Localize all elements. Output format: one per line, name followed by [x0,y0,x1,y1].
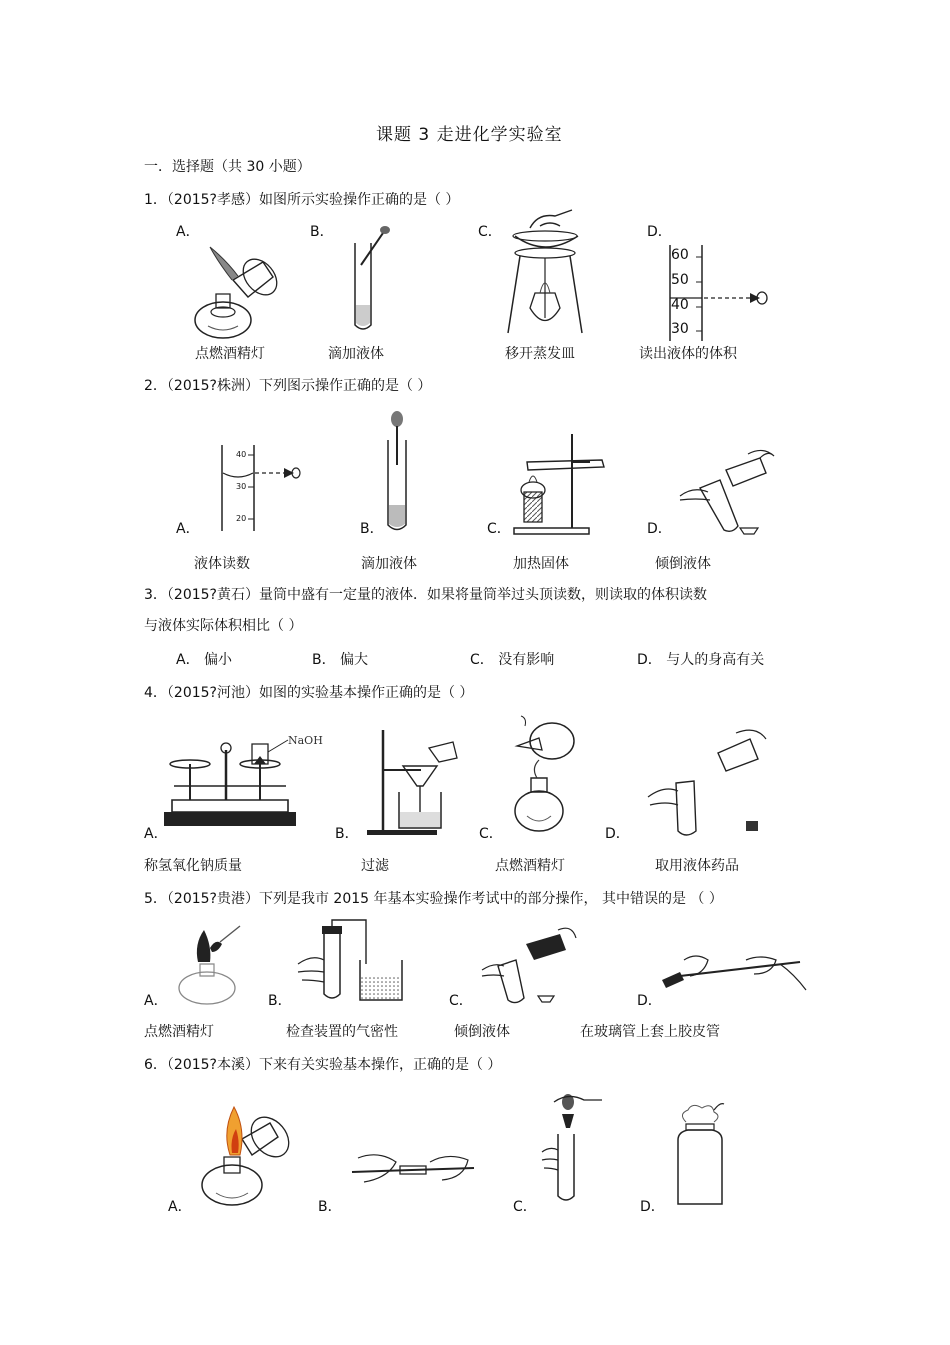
q1-tick-50: 50 [671,272,689,288]
q2-option-d[interactable]: D． [647,521,672,537]
q2-caption-d: 倾倒液体 [655,556,711,572]
q5-stem: 5．（2015?贵港）下列是我市 2015 年基本实验操作考试中的部分操作， 其中错误的是 （ ） [144,891,723,907]
q6-figure-c-dropper [540,1092,610,1207]
q1-tick-30: 30 [671,321,689,337]
q4-figure-c-lamp-ignition [507,716,592,836]
q5-figure-a-lamp-match [172,922,247,1007]
q3-option-c[interactable]: C． 没有影响 [470,652,555,668]
q5-caption-c: 倾倒液体 [454,1024,510,1040]
q1-option-b[interactable]: B． [310,224,334,240]
q5-figure-b-airtightness [296,924,411,1004]
q5-option-c[interactable]: C． [449,993,473,1009]
q4-option-d[interactable]: D． [605,826,630,842]
q2-caption-a: 液体读数 [194,556,250,572]
page-title: 课题 3 走进化学实验室 [376,125,563,145]
q5-caption-b: 检查装置的气密性 [286,1024,398,1040]
q5-option-b[interactable]: B． [268,993,292,1009]
q4-naoh-label: NaOH [288,734,323,747]
q2-tick-40: 40 [236,450,247,459]
q1-option-a[interactable]: A． [176,224,200,240]
q4-option-a[interactable]: A． [144,826,168,842]
q3-option-d[interactable]: D． 与人的身高有关 [637,652,765,668]
q4-figure-d-liquid-reagent [646,725,771,840]
q2-figure-a-cylinder [218,443,303,533]
q6-figure-a-lamp-ignition [194,1105,294,1210]
q1-figure-b-dropper [345,225,395,335]
q2-caption-c: 加热固体 [513,556,569,572]
q2-option-c[interactable]: C． [487,521,511,537]
q1-figure-c-evaporating-dish [500,208,590,338]
q1-option-c[interactable]: C． [478,224,502,240]
q2-figure-d-pouring [678,448,778,538]
q6-option-c[interactable]: C． [513,1199,537,1215]
q1-caption-b: 滴加液体 [328,346,384,362]
q4-caption-d: 取用液体药品 [655,858,739,874]
q2-tick-20: 20 [236,514,247,523]
q2-tick-30: 30 [236,482,247,491]
q1-stem: 1．（2015?孝感）如图所示实验操作正确的是（ ） [144,192,460,208]
q6-figure-d-gas-jar [668,1100,733,1210]
q3-option-b[interactable]: B． 偏大 [312,652,369,668]
q3-option-a[interactable]: A． 偏小 [176,652,233,668]
q6-option-d[interactable]: D． [640,1199,665,1215]
q4-stem: 4．（2015?河池）如图的实验基本操作正确的是（ ） [144,685,474,701]
q4-option-b[interactable]: B． [335,826,359,842]
q5-option-d[interactable]: D． [637,993,662,1009]
q5-figure-c-pouring [480,926,580,1006]
q2-figure-b-dropper [382,410,412,535]
q1-option-d[interactable]: D． [647,224,672,240]
q4-figure-a-balance [160,730,300,830]
q2-figure-c-heating-solid [512,432,612,537]
section-heading: 一．选择题（共 30 小题） [144,159,311,175]
q5-option-a[interactable]: A． [144,993,168,1009]
q2-option-b[interactable]: B． [360,521,384,537]
q4-caption-a: 称氢氧化钠质量 [144,858,242,874]
q1-tick-40: 40 [671,297,689,313]
q5-caption-d: 在玻璃管上套上胶皮管 [580,1024,720,1040]
q1-figure-a-lamp-ignition [188,242,283,342]
q2-option-a[interactable]: A． [176,521,200,537]
q4-caption-c: 点燃酒精灯 [495,858,565,874]
q4-option-c[interactable]: C． [479,826,503,842]
q2-caption-b: 滴加液体 [361,556,417,572]
q2-stem: 2．（2015?株洲）下列图示操作正确的是（ ） [144,378,432,394]
q5-caption-a: 点燃酒精灯 [144,1024,214,1040]
q3-stem-line1: 3．（2015?黄石）量筒中盛有一定量的液体．如果将量筒举过头顶读数，则读取的体积读数 [144,587,707,603]
q1-caption-d: 读出液体的体积 [639,346,737,362]
q6-option-b[interactable]: B． [318,1199,342,1215]
q1-tick-60: 60 [671,247,689,263]
q4-caption-b: 过滤 [361,858,389,874]
q6-figure-b-tube-connect [348,1148,478,1198]
q6-stem: 6．（2015?本溪）下来有关实验基本操作，正确的是（ ） [144,1057,502,1073]
q3-stem-line2: 与液体实际体积相比（ ） [144,618,303,634]
q6-option-a[interactable]: A． [168,1199,192,1215]
q1-caption-a: 点燃酒精灯 [195,346,265,362]
q5-figure-d-rubber-tube [660,950,810,1000]
q1-caption-c: 移开蒸发皿 [505,346,575,362]
q4-figure-b-filtration [363,728,463,838]
